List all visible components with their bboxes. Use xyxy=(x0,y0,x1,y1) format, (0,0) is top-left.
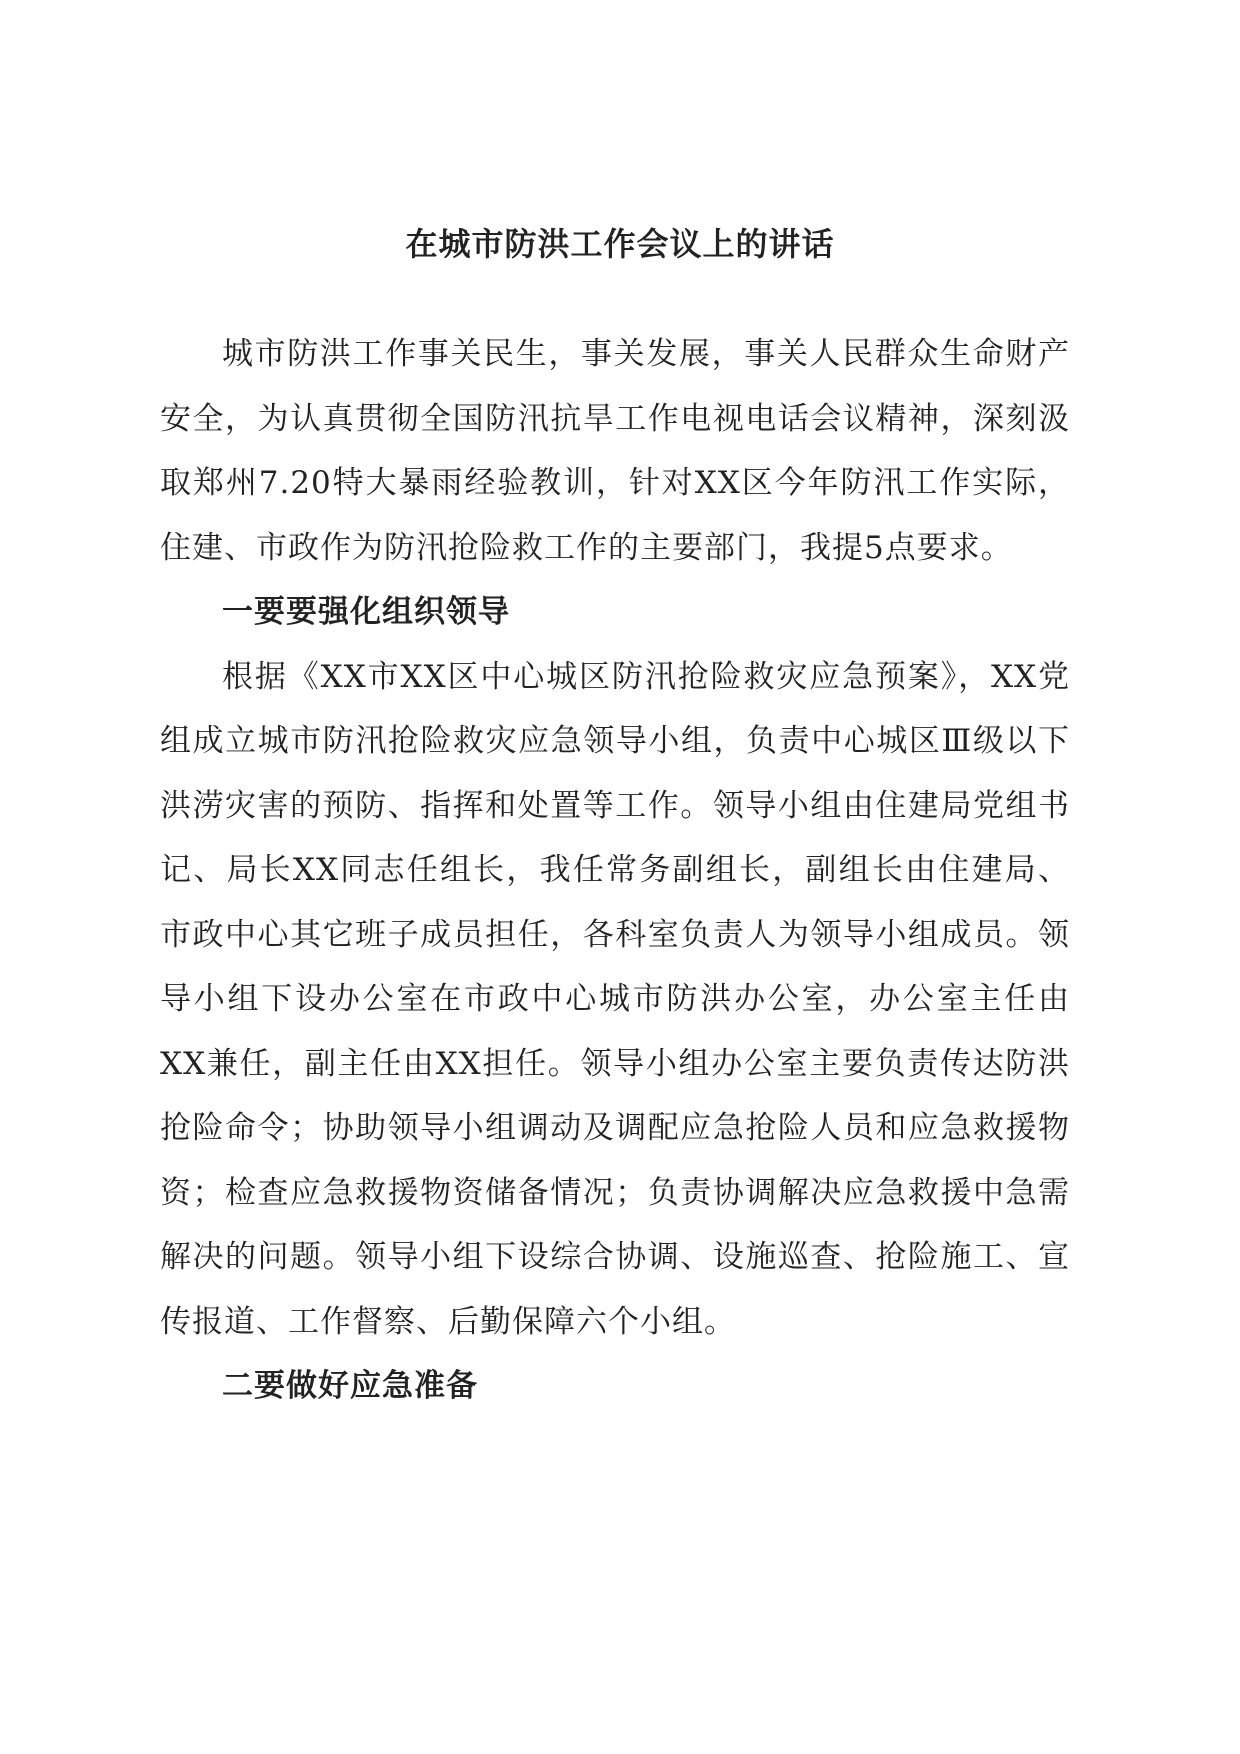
document-body xyxy=(160,322,1070,1419)
section-heading-1: 一要要强化组织领导 xyxy=(222,594,510,630)
document-title: 在城市防洪工作会议上的讲话 xyxy=(405,225,835,263)
paragraph-section-1: 根据《XX市XX区中心城区防汛抢险救灾应急预案》，XX党组成立城市防汛抢险救灾应急领导小组，负责中心城区Ⅲ级以下洪涝灾害的预防、指挥和处置等工作。领导小组由住建局党组书记、局长XX同志任组长，我任常务副组长，副组长由住建局、市政中心其它班子成员担任，各科室负责人为领导小组成员。领导小组下设办公室在市政中心城市防洪办公室，办公室主任由XX兼任，副主任由XX担任。领导小组办公室主要负责传达防洪抢险命令；协助领导小组调动及调配应急抢险人员和应急救援物资；检查应急救援物资储备情况；负责协调解决应急救援中急需解决的问题。领导小组下设综合协调、设施巡查、抢险施工、宣传报道、工作督察、后勤保障六个小组。 xyxy=(160,658,1070,1340)
section-heading-2: 二要做好应急准备 xyxy=(222,1368,478,1404)
paragraph-intro: 城市防洪工作事关民生，事关发展，事关人民群众生命财产安全，为认真贯彻全国防汛抗旱工作电视电话会议精神，深刻汲取郑州7.20特大暴雨经验教训，针对XX区今年防汛工作实际，住建、市政作为防汛抢险救工作的主要部门，我提5点要求。 xyxy=(160,336,1070,566)
